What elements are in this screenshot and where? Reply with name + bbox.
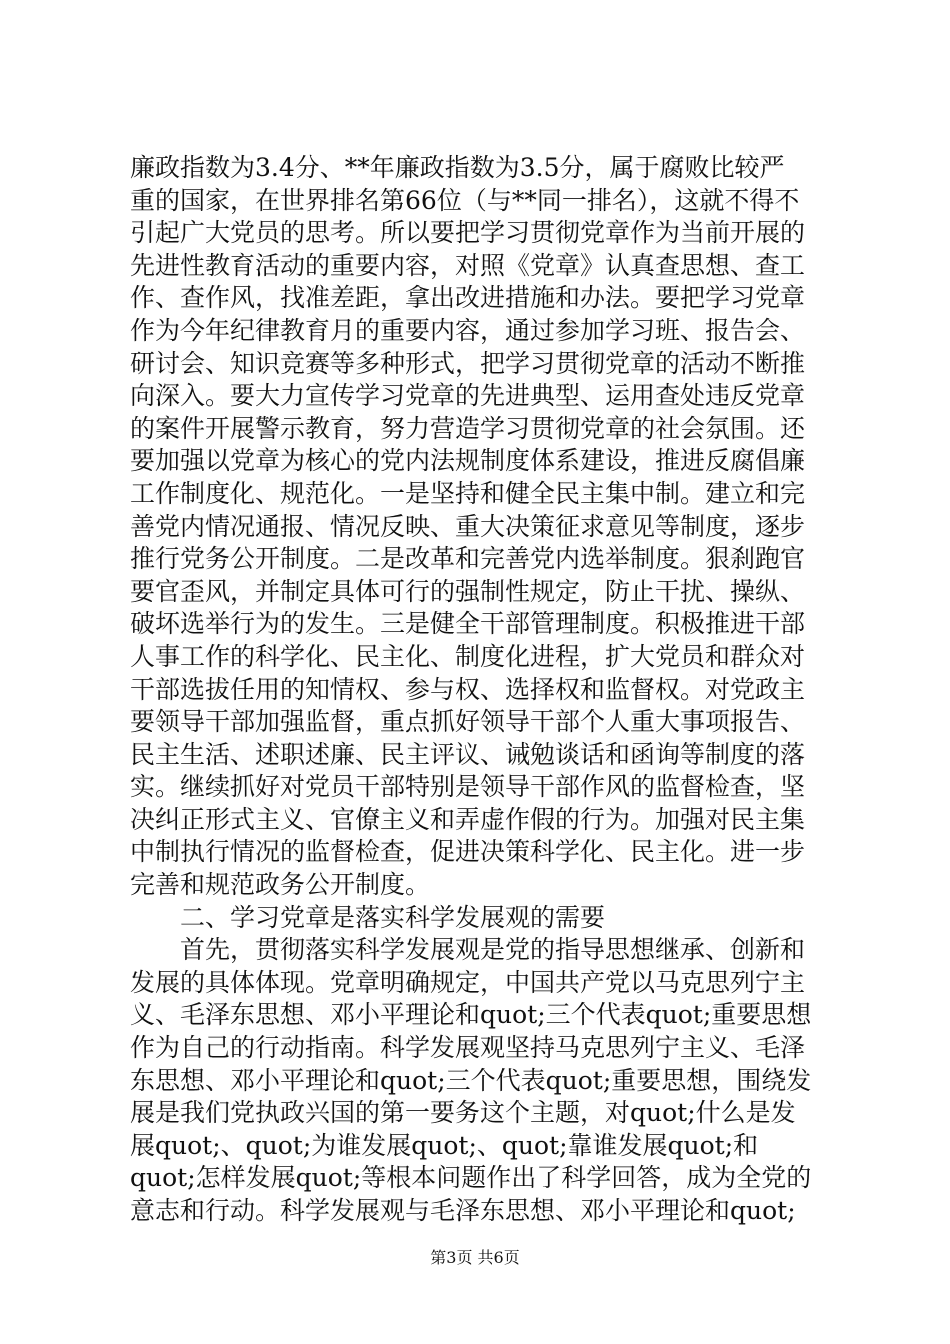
body-line: 破坏选举行为的发生。三是健全干部管理制度。积极推进干部 <box>130 609 806 639</box>
body-line: 的案件开展警示教育，努力营造学习贯彻党章的社会氛围。还 <box>130 413 806 443</box>
body-line: 廉政指数为3.4分、**年廉政指数为3.5分，属于腐败比较严 <box>130 153 785 182</box>
body-line: 决纠正形式主义、官僚主义和弄虚作假的行为。加强对民主集 <box>130 804 806 834</box>
body-line: 作为今年纪律教育月的重要内容，通过参加学习班、报告会、 <box>130 315 806 345</box>
body-line: 义、毛泽东思想、邓小平理论和quot;三个代表quot;重要思想 <box>130 1000 812 1030</box>
body-line: 展是我们党执政兴国的第一要务这个主题，对quot;什么是发 <box>130 1098 796 1128</box>
body-line: 向深入。要大力宣传学习党章的先进典型、运用查处违反党章 <box>130 381 806 411</box>
body-line: 完善和规范政务公开制度。 <box>130 870 431 900</box>
paragraph-first-line: 首先，贯彻落实科学发展观是党的指导思想继承、创新和 <box>180 935 806 965</box>
body-line: 人事工作的科学化、民主化、制度化进程，扩大党员和群众对 <box>130 641 806 671</box>
body-line: 中制执行情况的监督检查，促进决策科学化、民主化。进一步 <box>130 837 806 867</box>
body-line: 作、查作风，找准差距，拿出改进措施和办法。要把学习党章 <box>130 283 806 313</box>
body-line: 发展的具体体现。党章明确规定，中国共产党以马克思列宁主 <box>130 967 806 997</box>
body-line: 展quot;、quot;为谁发展quot;、quot;靠谁发展quot;和 <box>130 1130 759 1160</box>
body-line: 先进性教育活动的重要内容，对照《党章》认真查思想、查工 <box>130 250 806 280</box>
body-line: quot;怎样发展quot;等根本问题作出了科学回答，成为全党的 <box>130 1163 812 1193</box>
body-line: 东思想、邓小平理论和quot;三个代表quot;重要思想，围绕发 <box>130 1065 812 1095</box>
document-body <box>130 152 830 1228</box>
page-number-footer: 第3页 共6页 <box>430 1248 520 1267</box>
body-line: 工作制度化、规范化。一是坚持和健全民主集中制。建立和完 <box>130 478 806 508</box>
body-line: 善党内情况通报、情况反映、重大决策征求意见等制度，逐步 <box>130 511 806 541</box>
body-line: 引起广大党员的思考。所以要把学习贯彻党章作为当前开展的 <box>130 218 806 248</box>
body-line: 要领导干部加强监督，重点抓好领导干部个人重大事项报告、 <box>130 707 806 737</box>
body-line: 作为自己的行动指南。科学发展观坚持马克思列宁主义、毛泽 <box>130 1033 806 1063</box>
body-line: 民主生活、述职述廉、民主评议、诫勉谈话和函询等制度的落 <box>130 739 806 769</box>
body-line: 重的国家，在世界排名第66位（与**同一排名），这就不得不 <box>130 185 800 215</box>
body-line: 要官歪风，并制定具体可行的强制性规定，防止干扰、操纵、 <box>130 576 806 606</box>
section-heading: 二、学习党章是落实科学发展观的需要 <box>180 902 606 932</box>
body-line: 要加强以党章为核心的党内法规制度体系建设，推进反腐倡廉 <box>130 446 806 476</box>
body-line: 干部选拔任用的知情权、参与权、选择权和监督权。对党政主 <box>130 674 806 704</box>
body-line: 实。继续抓好对党员干部特别是领导干部作风的监督检查，坚 <box>130 772 806 802</box>
body-line: 推行党务公开制度。二是改革和完善党内选举制度。狠刹跑官 <box>130 544 806 574</box>
body-line: 研讨会、知识竞赛等多种形式，把学习贯彻党章的活动不断推 <box>130 348 806 378</box>
body-line: 意志和行动。科学发展观与毛泽东思想、邓小平理论和quot; <box>130 1196 796 1225</box>
